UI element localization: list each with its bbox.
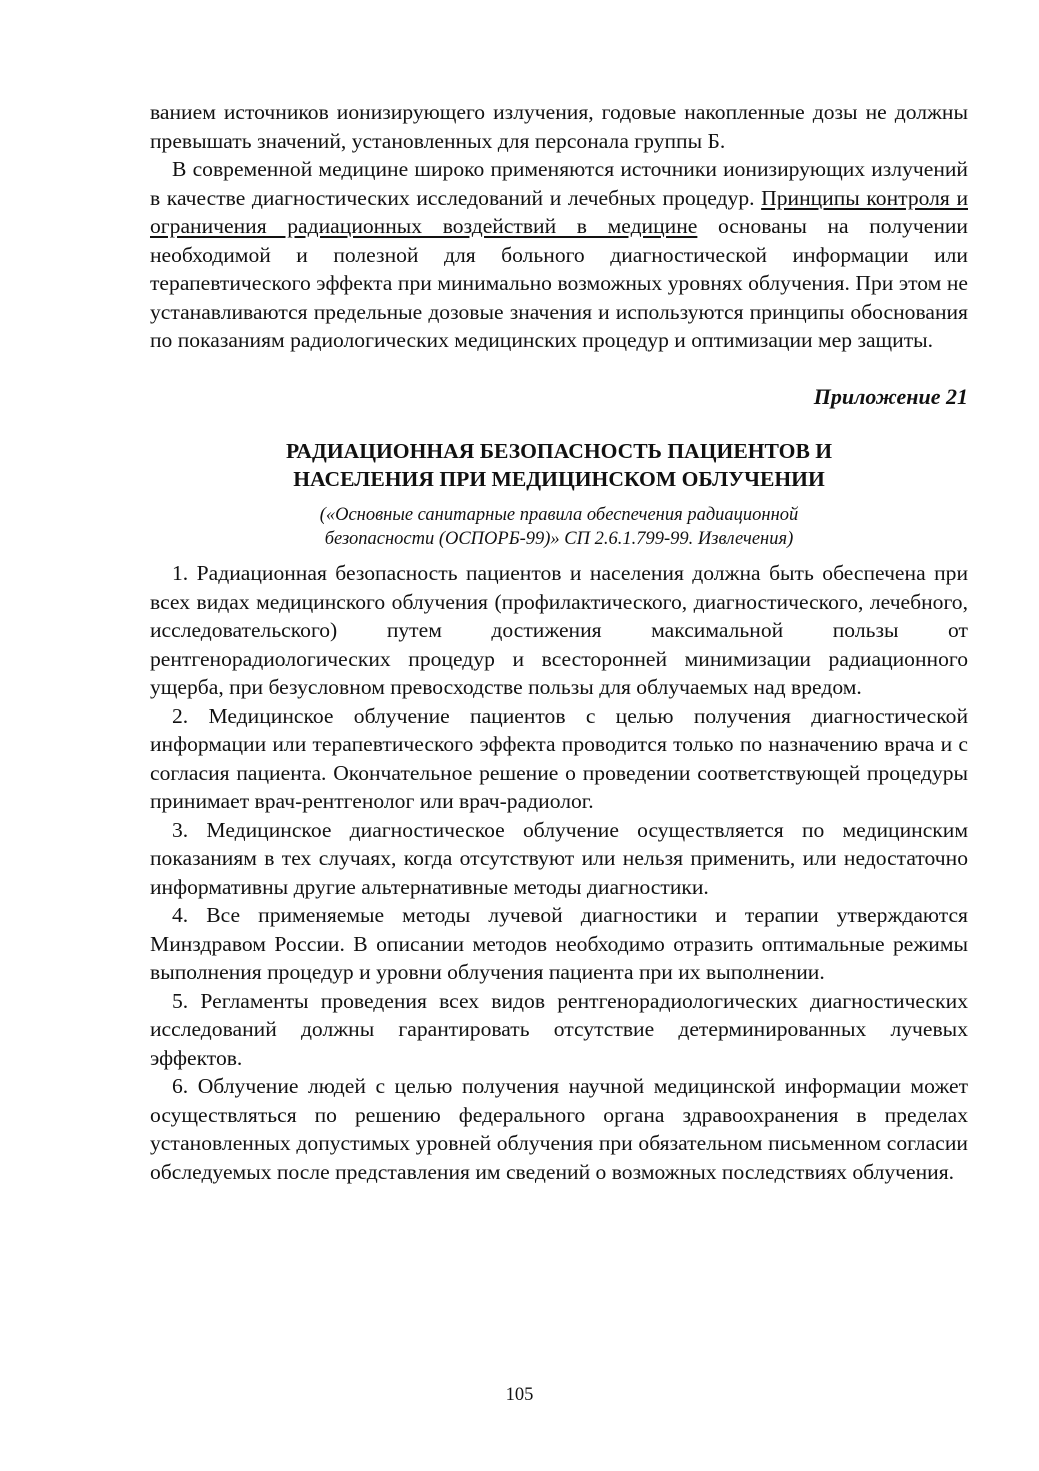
rule-item-1: 1. Радиационная безопасность пациентов и населения должна быть обеспечена при всех видах медицинского облучения (профилактического, диагностического, лечебного, исследовательского) путем достижения максимальной пользы от рентгенорадиологических процедур и всесторонней минимизации радиационного ущерба, при безусловном превосходстве пользы для облучаемых над вредом.: [150, 561, 968, 699]
document-page: [150, 98, 968, 1186]
rule-item-5: 5. Регламенты проведения всех видов рентгенорадиологических диагностических исследований должны гарантировать отсутствие детерминированных лучевых эффектов.: [150, 988, 968, 1070]
intro-paragraph-2-end: основаны на получении необходимой и полезной для больного диагностической информации или терапевтического эффекта при минимально возможных уровнях облучения. При этом не устанавливаются предельные дозовые значения и используются принципы обоснования по показаниям радиологических медицинских процедур и оптимизации мер защиты.: [150, 214, 968, 352]
rule-item-4: 4. Все применяемые методы лучевой диагностики и терапии утверждаются Минздравом России. В описании методов необходимо отразить оптимальные режимы выполнения процедур и уровни облучения пациента при их выполнении.: [150, 903, 968, 984]
page-number: 105: [505, 1385, 534, 1405]
intro-paragraph-2: [150, 155, 968, 355]
source-subtitle-line-2: безопасности (ОСПОРБ-99)» СП 2.6.1.799-99. Извлечения): [324, 529, 794, 549]
appendix-label: Приложение 21: [813, 383, 968, 409]
intro-paragraph-1: ванием источников ионизирующего излучения, годовые накопленные дозы не должны превышать значений, установленных для персонала группы Б.: [150, 100, 968, 153]
intro-paragraph-2-start: В современной медицине широко применяются источники ионизирующих излучений в качестве диагностических исследований и лечебных процедур.: [150, 157, 968, 210]
source-subtitle: [150, 503, 968, 551]
rule-item-2: 2. Медицинское облучение пациентов с целью получения диагностической информации или терапевтического эффекта проводится только по назначению врача и с согласия пациента. Окончательное решение о проведении соответствующей процедуры принимает врач-рентгенолог или врач-радиолог.: [150, 703, 968, 813]
rule-item-3: 3. Медицинское диагностическое облучение осуществляется по медицинским показаниям в тех случаях, когда отсутствуют или нельзя применить, или недостаточно информативны другие альтернативные методы диагностики.: [150, 817, 968, 899]
rules-list: [150, 559, 968, 1186]
source-subtitle-line-1: («Основные санитарные правила обеспечения радиационной: [319, 505, 799, 525]
section-heading-line-1: РАДИАЦИОННАЯ БЕЗОПАСНОСТЬ ПАЦИЕНТОВ И: [285, 439, 833, 463]
underlined-principles-phrase: Принципы контроля и ограничения радиационных воздействий в медицине: [150, 185, 968, 238]
section-heading-line-2: НАСЕЛЕНИЯ ПРИ МЕДИЦИНСКОМ ОБЛУЧЕНИИ: [293, 467, 825, 491]
section-heading: [150, 437, 968, 493]
rule-item-6: 6. Облучение людей с целью получения научной медицинской информации может осуществляться по решению федерального органа здравоохранения в пределах установленных допустимых уровней облучения при обязательном письменном согласии обследуемых после представления им сведений о возможных последствиях облучения.: [150, 1074, 968, 1184]
